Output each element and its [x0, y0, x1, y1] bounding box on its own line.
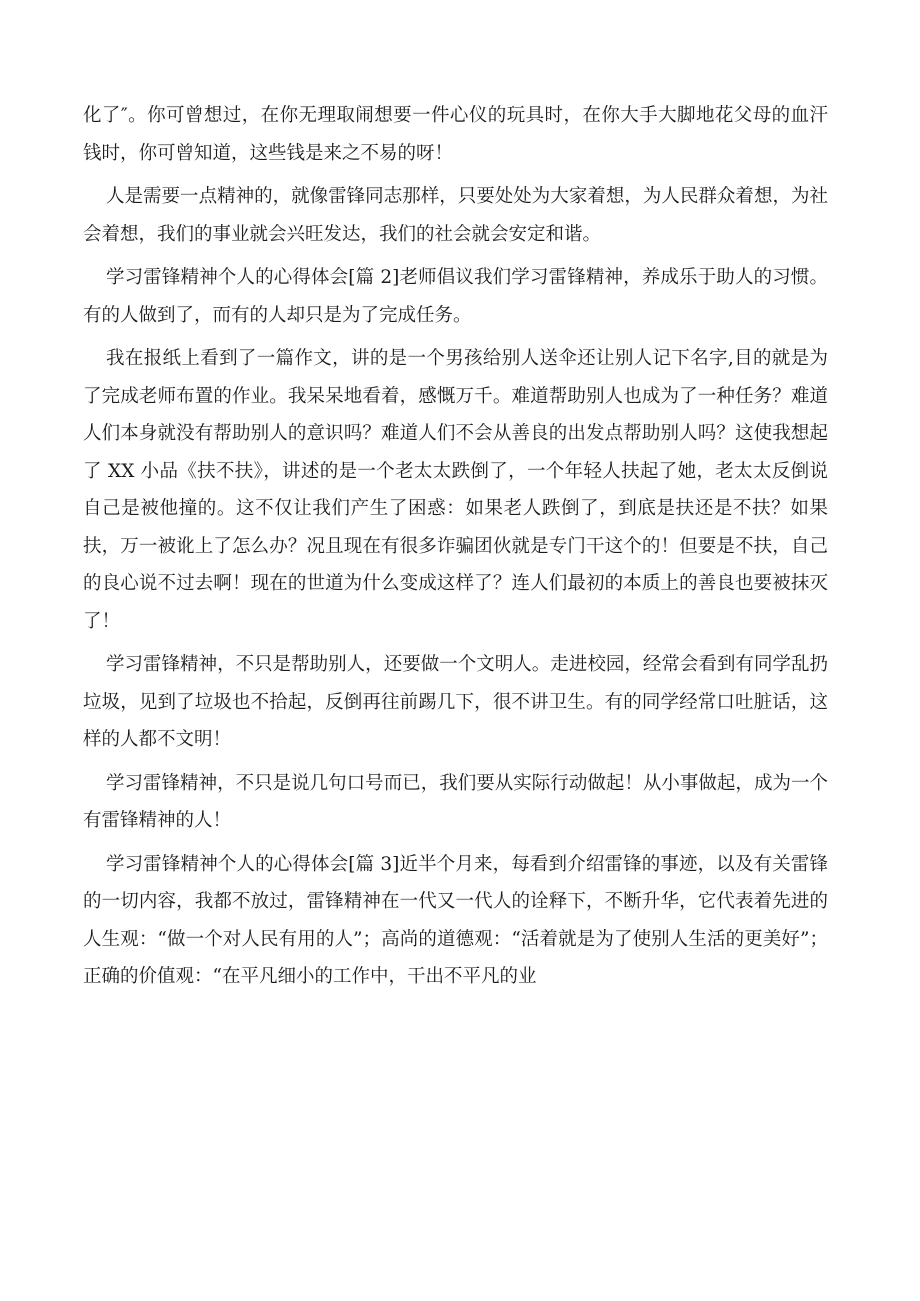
- paragraph-civility: 学习雷锋精神，不只是帮助别人，还要做一个文明人。走进校园，经常会看到有同学乱扔垃圾，见到了垃圾也不拾起，反倒再往前踢几下，很不讲卫生。有的同学经常口吐脏话，这样的人都不文明！: [83, 654, 828, 750]
- paragraph-continuation: 化了″。你可曾想过，在你无理取闹想要一件心仪的玩具时，在你大手大脚地花父母的血汗钱时，你可曾知道，这些钱是来之不易的呀！: [83, 105, 828, 164]
- paragraph-action: 学习雷锋精神，不只是说几句口号而已，我们要从实际行动做起！从小事做起，成为一个有雷锋精神的人！: [83, 772, 828, 831]
- paragraph-essay-3: 学习雷锋精神个人的心得体会[篇 3]近半个月来，每看到介绍雷锋的事迹，以及有关雷锋的一切内容，我都不放过，雷锋精神在一代又一代人的诠释下，不断升华，它代表着先进的人生观：“做一个对人民有用的人”；高尚的道德观：“活着就是为了使别人生活的更美好”；正确的价值观：“在平凡细小的工作中，干出不平凡的业: [83, 853, 828, 987]
- paragraph-newspaper-story: 我在报纸上看到了一篇作文，讲的是一个男孩给别人送伞还让别人记下名字,目的就是为了完成老师布置的作业。我呆呆地看着，感慨万千。难道帮助别人也成为了一种任务？难道人们本身就没有帮助别人的意识吗？难道人们不会从善良的出发点帮助别人吗？这使我想起了 XX 小品《扶不扶》，讲述的是一个老太太跌倒了，一个年轻人扶起了她，老太太反倒说自己是被他撞的。这不仅让我们产生了困惑：如果老人跌倒了，到底是扶还是不扶？如果扶，万一被讹上了怎么办？况且现在有很多诈骗团伙就是专门干这个的！但要是不扶，自己的良心说不过去啊！现在的世道为什么变成这样了？连人们最初的本质上的善良也要被抹灭了！: [83, 348, 828, 632]
- paragraph-essay-2: 学习雷锋精神个人的心得体会[篇 2]老师倡议我们学习雷锋精神，养成乐于助人的习惯。有的人做到了，而有的人却只是为了完成任务。: [83, 267, 828, 326]
- document-page: [83, 97, 828, 1002]
- paragraph-spirit: 人是需要一点精神的，就像雷锋同志那样，只要处处为大家着想，为人民群众着想，为社会着想，我们的事业就会兴旺发达，我们的社会就会安定和谐。: [83, 186, 828, 245]
